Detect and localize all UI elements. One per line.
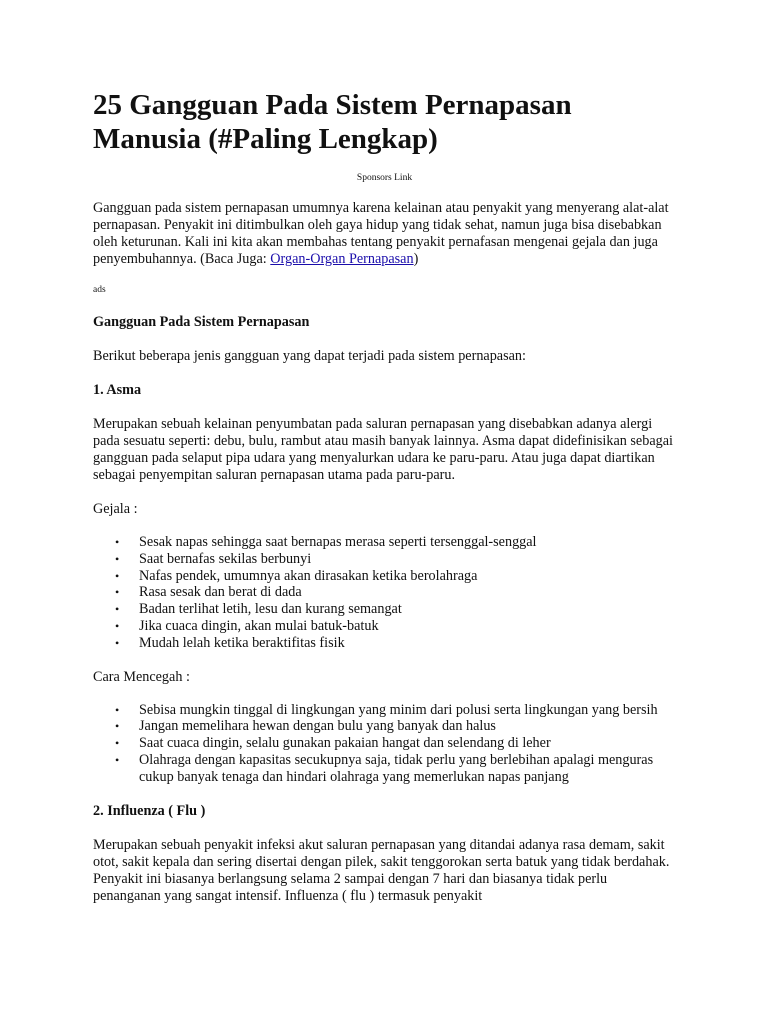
list-item [93, 702, 676, 719]
section-heading: Gangguan Pada Sistem Pernapasan [93, 314, 310, 330]
page-title: 25 Gangguan Pada Sistem Pernapasan Manusia (#Paling Lengkap) [93, 89, 572, 155]
sponsors-link-label: Sponsors Link [356, 173, 413, 183]
mencegah-list [93, 702, 676, 786]
cara-mencegah-label: Cara Mencegah : [93, 668, 190, 685]
section-lead: Berikut beberapa jenis gangguan yang dapat terjadi pada sistem pernapasan: [93, 348, 526, 364]
list-item-text: Sebisa mungkin tinggal di lingkungan yang minim dari polusi serta lingkungan yang bersih [139, 701, 658, 718]
list-item-text: Olahraga dengan kapasitas secukupnya saja, tidak perlu yang berlebihan apalagi menguras cukup banyak tenaga dan hindari olahraga yang memerlukan napas panjang [139, 751, 654, 785]
organ-pernapasan-link[interactable]: Organ-Organ Pernapasan [270, 251, 414, 267]
bullet-icon: • [115, 702, 120, 717]
gejala-label: Gejala : [93, 501, 138, 517]
list-item [93, 568, 676, 585]
bullet-icon: • [115, 551, 120, 566]
list-item [93, 635, 676, 652]
list-item [93, 752, 676, 786]
list-item-text: Mudah lelah ketika beraktifitas fisik [139, 634, 345, 651]
list-item [93, 551, 676, 568]
list-item-text: Rasa sesak dan berat di dada [139, 584, 302, 601]
list-item-text: Jika cuaca dingin, akan mulai batuk-batuk [139, 617, 379, 634]
list-item-text: Saat cuaca dingin, selalu gunakan pakaian hangat dan selendang di leher [139, 735, 551, 752]
list-item [93, 601, 676, 618]
bullet-icon: • [115, 585, 120, 600]
list-item [93, 618, 676, 635]
list-item-text: Badan terlihat letih, lesu dan kurang semangat [139, 601, 402, 618]
intro-paragraph [93, 200, 676, 268]
list-item [93, 584, 676, 601]
bullet-icon: • [115, 602, 120, 617]
bullet-icon: • [115, 736, 120, 751]
bullet-icon: • [115, 719, 120, 734]
list-item [93, 735, 676, 752]
intro-close: ) [413, 251, 419, 267]
asma-description: Merupakan sebuah kelainan penyumbatan pada saluran pernapasan yang disebabkan adanya alergi pada sesuatu seperti: debu, bulu, rambut atau masih banyak lainnya. Asma dapat didefinisikan sebagai gangguan pada selaput pipa udara yang menyalurkan udara ke paru-paru. Atau juga dapat diartikan sebagai penyempitan saluran pernapasan utama pada paru-paru. [93, 416, 673, 483]
list-item-text: Sesak napas sehingga saat bernapas merasa seperti tersenggal-senggal [139, 534, 537, 550]
list-item-text: Nafas pendek, umumnya akan dirasakan ketika berolahraga [139, 567, 478, 584]
bullet-icon: • [115, 752, 120, 767]
list-item-text: Saat bernafas sekilas berbunyi [139, 550, 312, 567]
bullet-icon: • [115, 635, 120, 650]
bullet-icon: • [115, 535, 120, 549]
intro-text: Gangguan pada sistem pernapasan umumnya karena kelainan atau penyakit yang menyerang alat-alat pernapasan. Penyakit ini ditimbulkan oleh gaya hidup yang tidak sehat, namun juga bisa disebabkan oleh keturunan. Kali ini kita akan membahas tentang penyakit pernafasan mengenai gejala dan juga penyembuhannya. (Baca Juga: [93, 200, 669, 267]
gejala-list [93, 534, 676, 652]
ads-label: ads [93, 285, 106, 295]
bullet-icon: • [115, 618, 120, 633]
list-item-text: Jangan memelihara hewan dengan bulu yang banyak dan halus [139, 718, 496, 735]
asma-heading: 1. Asma [93, 382, 142, 398]
bullet-icon: • [115, 568, 120, 583]
list-item [93, 534, 676, 551]
influenza-heading: 2. Influenza ( Flu ) [93, 802, 206, 819]
influenza-description: Merupakan sebuah penyakit infeksi akut saluran pernapasan yang ditandai adanya rasa demam, sakit otot, sakit kepala dan sering disertai dengan pilek, sakit tenggorokan serta batuk yang tidak berdahak. Penyakit ini biasanya berlangsung selama 2 sampai dengan 7 hari dan biasanya tidak perlu penanganan yang sangat intensif. Influenza ( flu ) termasuk penyakit [93, 836, 670, 904]
list-item [93, 718, 676, 735]
